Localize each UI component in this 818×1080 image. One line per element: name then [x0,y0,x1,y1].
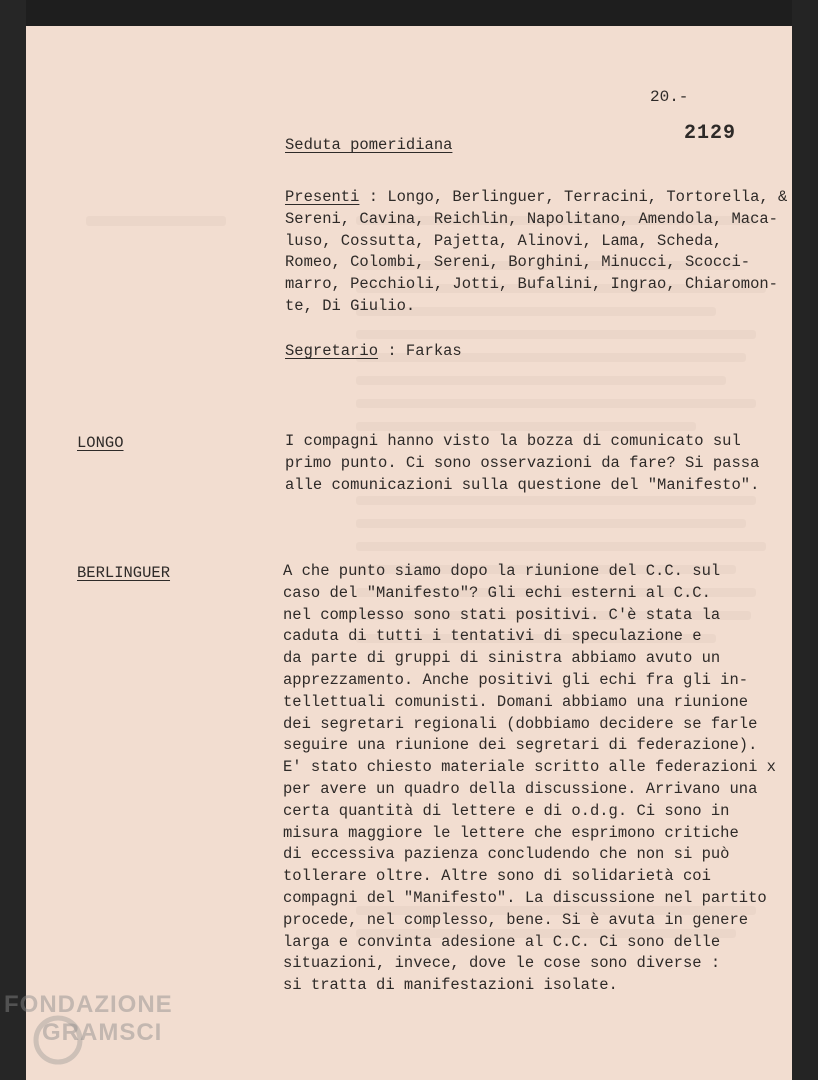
speech-line: caso del "Manifesto"? Gli echi esterni al C.C. [283,583,711,602]
speech-line: compagni del "Manifesto". La discussione nel partito [283,888,767,907]
scanner-frame-left [0,0,26,1080]
speaker-label-longo: LONGO [77,434,124,452]
speech-line: primo punto. Ci sono osservazioni da fare? Si passa [285,453,760,472]
session-title: Seduta pomeridiana [285,136,453,154]
speech-line: dei segretari regionali (dobbiamo decidere se farle [283,714,758,733]
speech-berlinguer [283,561,776,997]
watermark-line1: FONDAZIONE [4,991,173,1018]
secretary-label: Segretario [285,342,379,360]
page-number: 20.- [650,88,689,106]
document-number: 2129 [684,122,737,145]
fondazione-gramsci-watermark-logo [4,990,204,1070]
attendees-label: Presenti [285,188,360,206]
speech-line: apprezzamento. Anche positivi gli echi fra gli in- [283,670,749,689]
attendees-line: Romeo, Colombi, Sereni, Borghini, Minucci, Scocci- [285,253,751,272]
speech-line: procede, nel complesso, bene. Si è avuta in genere [283,910,749,929]
speech-line: I compagni hanno visto la bozza di comunicato sul [285,432,741,450]
speech-line: alle comunicazioni sulla questione del "Manifesto". [285,475,760,494]
attendees-block [285,187,787,318]
speaker-label-berlinguer: BERLINGUER [77,564,171,582]
speech-line: da parte di gruppi di sinistra abbiamo avuto un [283,649,721,668]
speech-line: tellettuali comunisti. Domani abbiamo una riunione [283,692,749,711]
secretary-line [285,341,462,363]
document-page [26,26,792,1080]
attendees-line: Sereni, Cavina, Reichlin, Napolitano, Amendola, Maca- [285,209,778,228]
speech-line: certa quantità di lettere e di o.d.g. Ci sono in [283,801,730,820]
speech-line: tollerare oltre. Altre sono di solidarietà coi [283,867,711,886]
speech-line: larga e convinta adesione al C.C. Ci sono delle [283,932,721,951]
speech-line: A che punto siamo dopo la riunione del C.C. sul [283,562,721,580]
speech-line: per avere un quadro della discussione. Arrivano una [283,779,758,798]
speech-line: situazioni, invece, dove le cose sono diverse : [283,954,721,973]
speech-longo [285,431,759,496]
speech-line: E' stato chiesto materiale scritto alle federazioni x [283,758,776,777]
attendees-first-line [285,187,787,209]
speech-line: di eccessiva pazienza concludendo che non si può [283,845,730,864]
secretary-value: : Farkas [378,342,462,360]
speech-line: misura maggiore le lettere che esprimono critiche [283,823,739,842]
speech-line: nel complesso sono stati positivi. C'è stata la [283,605,721,624]
scanner-frame-right [792,0,818,1080]
attendees-line: te, Di Giulio. [285,296,416,315]
speech-line: si tratta di manifestazioni isolate. [283,976,618,995]
speech-line: caduta di tutti i tentativi di speculazione e [283,627,702,646]
attendees-line: : Longo, Berlinguer, Terracini, Tortorella, & [359,188,788,206]
watermark-line2: GRAMSCI [42,1019,163,1046]
speech-line: seguire una riunione dei segretari di federazione). [283,736,758,755]
attendees-line: marro, Pecchioli, Jotti, Bufalini, Ingrao, Chiaromon- [285,275,778,294]
attendees-line: luso, Cossutta, Pajetta, Alinovi, Lama, Scheda, [285,231,723,250]
scanner-frame-top [0,0,818,26]
